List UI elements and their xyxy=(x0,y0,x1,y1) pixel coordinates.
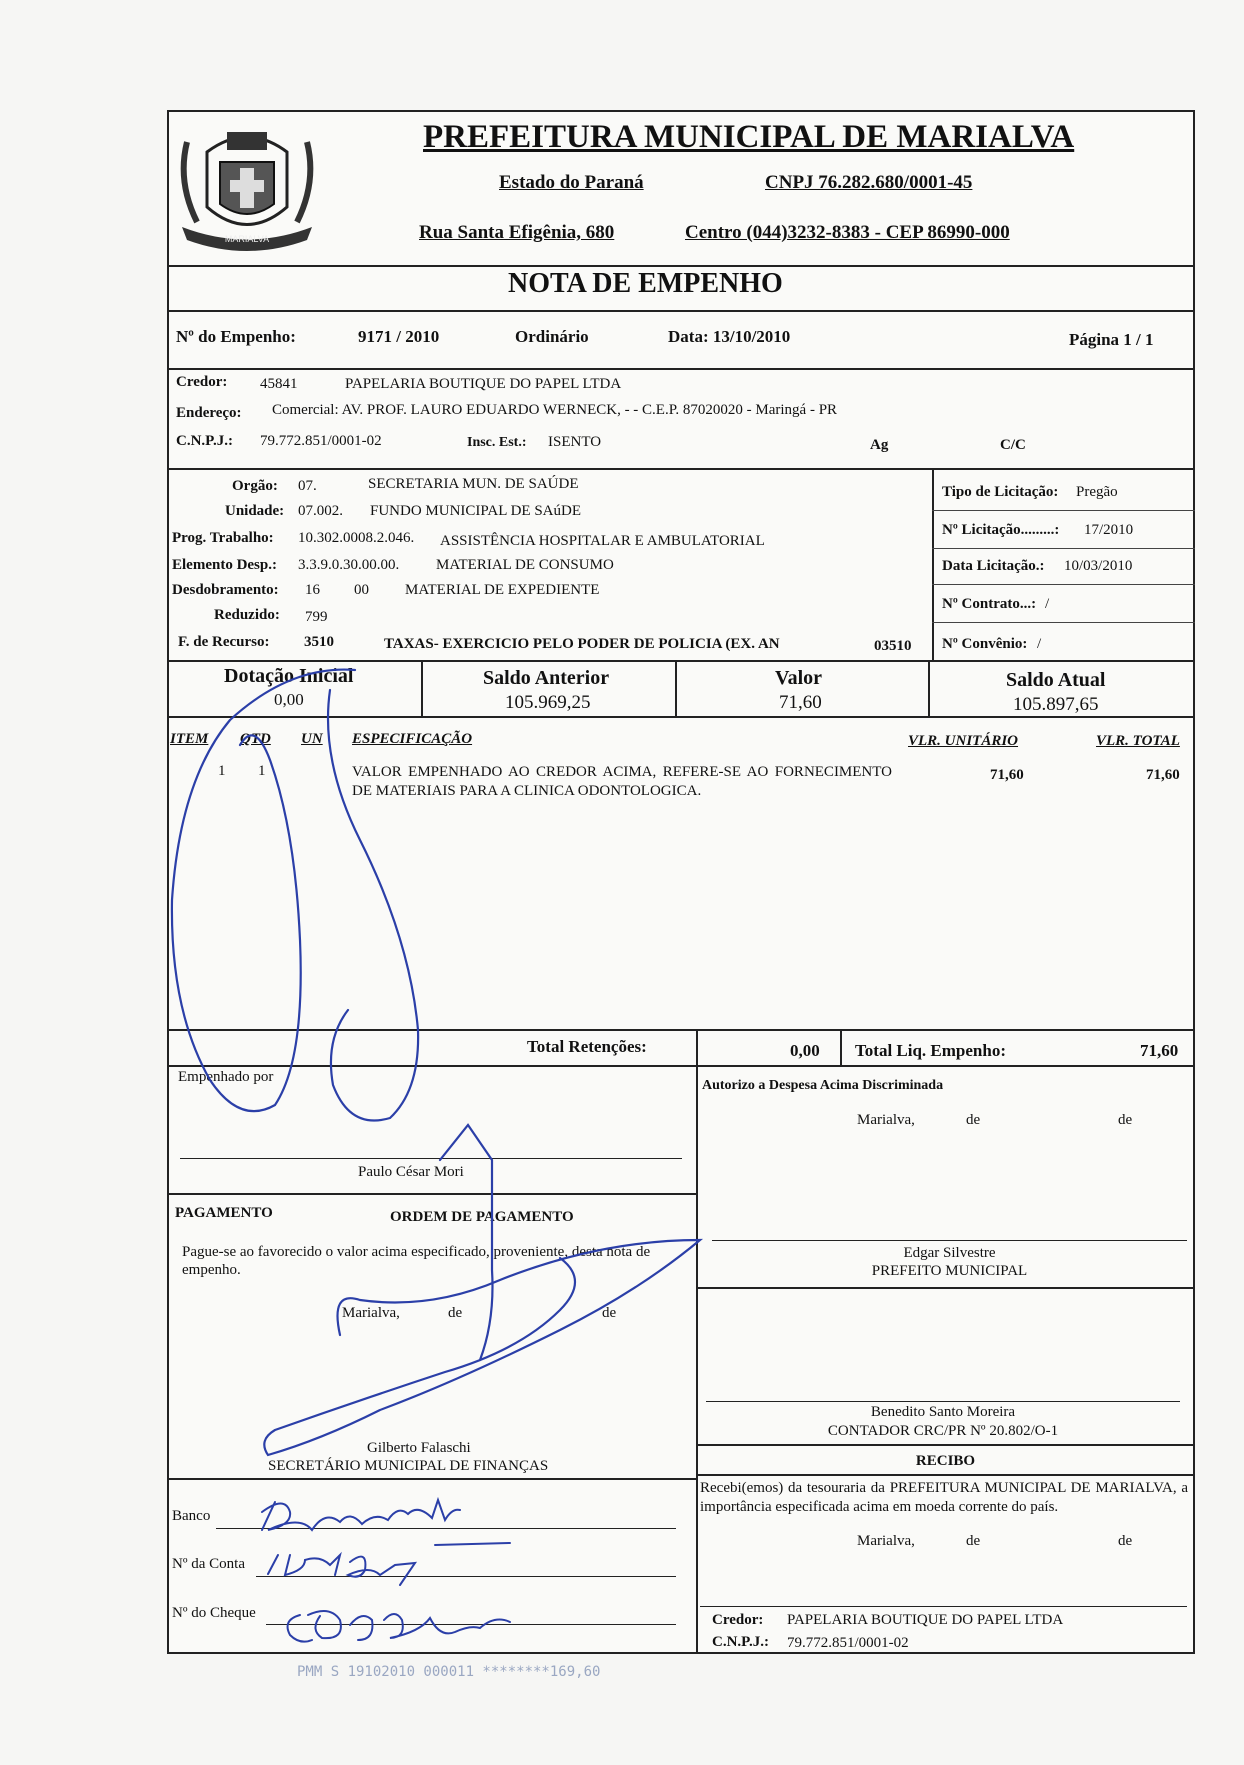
contrato-value: / xyxy=(1045,596,1050,612)
row-item: 1 xyxy=(218,763,226,779)
desdob-sub: 00 xyxy=(354,582,369,598)
header-cnpj: CNPJ 76.282.680/0001-45 xyxy=(765,172,973,193)
autorizo-de2: de xyxy=(1118,1112,1133,1128)
convenio-label: Nº Convênio: xyxy=(942,636,1028,652)
desdob-label: Desdobramento: xyxy=(172,582,279,598)
pagamento-de1: de xyxy=(448,1305,463,1321)
banco-label: Banco xyxy=(172,1508,211,1524)
unidade-name: FUNDO MUNICIPAL DE SAúDE xyxy=(370,503,581,519)
recurso-num: 03510 xyxy=(874,638,912,654)
recibo-title: RECIBO xyxy=(915,1453,976,1469)
row-total: 71,60 xyxy=(1146,767,1180,783)
recurso-name: TAXAS- EXERCICIO PELO PODER DE POLICIA (EX. AN xyxy=(384,636,780,652)
marialva-coat-of-arms-logo xyxy=(172,112,322,258)
row-unit: 71,60 xyxy=(990,767,1024,783)
recibo-cnpj: 79.772.851/0001-02 xyxy=(787,1635,909,1651)
empenho-date: Data: 13/10/2010 xyxy=(668,327,791,346)
empenho-label: Nº do Empenho: xyxy=(176,327,296,346)
autorizo-label: Autorizo a Despesa Acima Discriminada xyxy=(702,1078,944,1093)
cnpj-label: C.N.P.J.: xyxy=(176,433,233,449)
ag-label: Ag xyxy=(870,437,889,453)
empenho-type: Ordinário xyxy=(515,327,589,346)
retencoes-label: Total Retenções: xyxy=(527,1037,647,1056)
desdob-code: 16 xyxy=(305,582,320,598)
recurso-label: F. de Recurso: xyxy=(178,634,270,650)
reduzido-label: Reduzido: xyxy=(214,607,280,623)
autorizo-de1: de xyxy=(966,1112,981,1128)
orgao-name: SECRETARIA MUN. DE SAÚDE xyxy=(368,476,579,492)
reduzido-value: 799 xyxy=(305,609,328,625)
credor-insc: ISENTO xyxy=(548,434,602,450)
col-item: ITEM xyxy=(170,731,209,747)
recurso-code: 3510 xyxy=(304,634,334,650)
data-licitacao-label: Data Licitação.: xyxy=(942,558,1045,574)
credor-code: 45841 xyxy=(260,376,298,392)
empenhado-signer: Paulo César Mori xyxy=(358,1164,464,1180)
empenho-page: Página 1 / 1 xyxy=(1069,330,1154,349)
row-spec: VALOR EMPENHADO AO CREDOR ACIMA, REFERE-SE AO FORNECIMENTO DE MATERIAIS PARA A CLINICA ODONTOLOGICA. xyxy=(352,764,892,799)
doc-title: NOTA DE EMPENHO xyxy=(508,268,783,299)
pagamento-de2: de xyxy=(602,1305,617,1321)
convenio-value: / xyxy=(1037,636,1042,652)
recibo-credor-label: Credor: xyxy=(712,1612,764,1628)
prog-name: ASSISTÊNCIA HOSPITALAR E AMBULATORIAL xyxy=(440,533,765,549)
valor-value: 71,60 xyxy=(779,692,822,713)
col-total: VLR. TOTAL xyxy=(1096,733,1180,749)
print-stamp: PMM S 19102010 000011 ********169,60 xyxy=(297,1664,601,1680)
retencoes-value: 0,00 xyxy=(790,1041,820,1060)
cheque-label: Nº do Cheque xyxy=(172,1605,256,1621)
pagamento-role: SECRETÁRIO MUNICIPAL DE FINANÇAS xyxy=(268,1458,549,1474)
credor-address: Comercial: AV. PROF. LAURO EDUARDO WERNECK, - - C.E.P. 87020020 - Maringá - PR xyxy=(272,402,838,418)
prog-label: Prog. Trabalho: xyxy=(172,530,274,546)
autorizo-place: Marialva, xyxy=(857,1112,915,1128)
endereco-label: Endereço: xyxy=(176,405,242,421)
unidade-code: 07.002. xyxy=(298,503,343,519)
orgao-label: Orgão: xyxy=(232,478,278,494)
prog-code: 10.302.0008.2.046. xyxy=(298,530,415,546)
desdob-name: MATERIAL DE EXPEDIENTE xyxy=(405,582,600,598)
pagamento-text: Pague-se ao favorecido o valor acima especificado, proveniente, desta nota de empenho. xyxy=(182,1244,651,1278)
valor-label: Valor xyxy=(775,667,823,689)
recibo-de1: de xyxy=(966,1533,981,1549)
header-contact: Centro (044)3232-8383 - CEP 86990-000 xyxy=(685,222,1010,243)
col-qtd: QTD xyxy=(240,731,271,747)
saldo-atual-label: Saldo Atual xyxy=(1006,669,1106,691)
contador-role: CONTADOR CRC/PR Nº 20.802/O-1 xyxy=(827,1423,1059,1439)
col-unit: VLR. UNITÁRIO xyxy=(908,733,1019,749)
recibo-de2: de xyxy=(1118,1533,1133,1549)
ordem-pagamento: ORDEM DE PAGAMENTO xyxy=(390,1209,574,1225)
recibo-credor: PAPELARIA BOUTIQUE DO PAPEL LTDA xyxy=(787,1612,1064,1628)
conta-label: Nº da Conta xyxy=(172,1556,245,1572)
saldo-anterior-label: Saldo Anterior xyxy=(483,667,610,689)
dotacao-label: Dotação Inicial xyxy=(224,665,354,687)
elemento-label: Elemento Desp.: xyxy=(172,557,277,573)
liquido-label: Total Liq. Empenho: xyxy=(855,1041,1006,1060)
pagamento-place: Marialva, xyxy=(342,1305,400,1321)
empenho-number: 9171 / 2010 xyxy=(358,327,440,346)
tipo-licitacao-label: Tipo de Licitação: xyxy=(942,484,1059,500)
col-spec: ESPECIFICAÇÃO xyxy=(352,731,473,747)
recibo-cnpj-label: C.N.P.J.: xyxy=(712,1634,769,1650)
num-licitacao: 17/2010 xyxy=(1084,522,1134,538)
unidade-label: Unidade: xyxy=(225,503,285,519)
header-title: PREFEITURA MUNICIPAL DE MARIALVA xyxy=(423,119,1075,155)
credor-label: Credor: xyxy=(176,374,228,390)
credor-name: PAPELARIA BOUTIQUE DO PAPEL LTDA xyxy=(345,376,622,392)
dotacao-value: 0,00 xyxy=(274,690,304,709)
saldo-anterior-value: 105.969,25 xyxy=(505,692,591,713)
header-street: Rua Santa Efigênia, 680 xyxy=(419,222,615,243)
contador-signer: Benedito Santo Moreira xyxy=(870,1404,1016,1420)
contrato-label: Nº Contrato...: xyxy=(942,596,1037,612)
pagamento-signer: Gilberto Falaschi xyxy=(367,1440,471,1456)
num-licitacao-label: Nº Licitação.........: xyxy=(942,522,1060,538)
col-un: UN xyxy=(301,731,323,747)
data-licitacao: 10/03/2010 xyxy=(1064,558,1133,574)
pagamento-label: PAGAMENTO xyxy=(175,1205,273,1221)
tipo-licitacao: Pregão xyxy=(1076,484,1118,500)
empenhado-label: Empenhado por xyxy=(178,1069,274,1085)
insc-label: Insc. Est.: xyxy=(467,435,527,450)
orgao-code: 07. xyxy=(298,478,317,494)
credor-cnpj: 79.772.851/0001-02 xyxy=(260,433,382,449)
row-qtd: 1 xyxy=(258,763,266,779)
saldo-atual-value: 105.897,65 xyxy=(1013,694,1099,715)
header-state: Estado do Paraná xyxy=(499,172,644,193)
cc-label: C/C xyxy=(1000,437,1026,453)
autorizo-role: PREFEITO MUNICIPAL xyxy=(871,1263,1028,1279)
elemento-code: 3.3.9.0.30.00.00. xyxy=(298,557,400,573)
liquido-value: 71,60 xyxy=(1140,1041,1179,1060)
svg-text:MARIALVA: MARIALVA xyxy=(224,234,270,244)
recibo-place: Marialva, xyxy=(857,1533,915,1549)
elemento-name: MATERIAL DE CONSUMO xyxy=(436,557,614,573)
autorizo-signer: Edgar Silvestre xyxy=(903,1245,996,1261)
recibo-text: Recebi(emos) da tesouraria da PREFEITURA MUNICIPAL DE MARIALVA, a importância especificada acima em moeda corrente do país. xyxy=(700,1480,1188,1515)
